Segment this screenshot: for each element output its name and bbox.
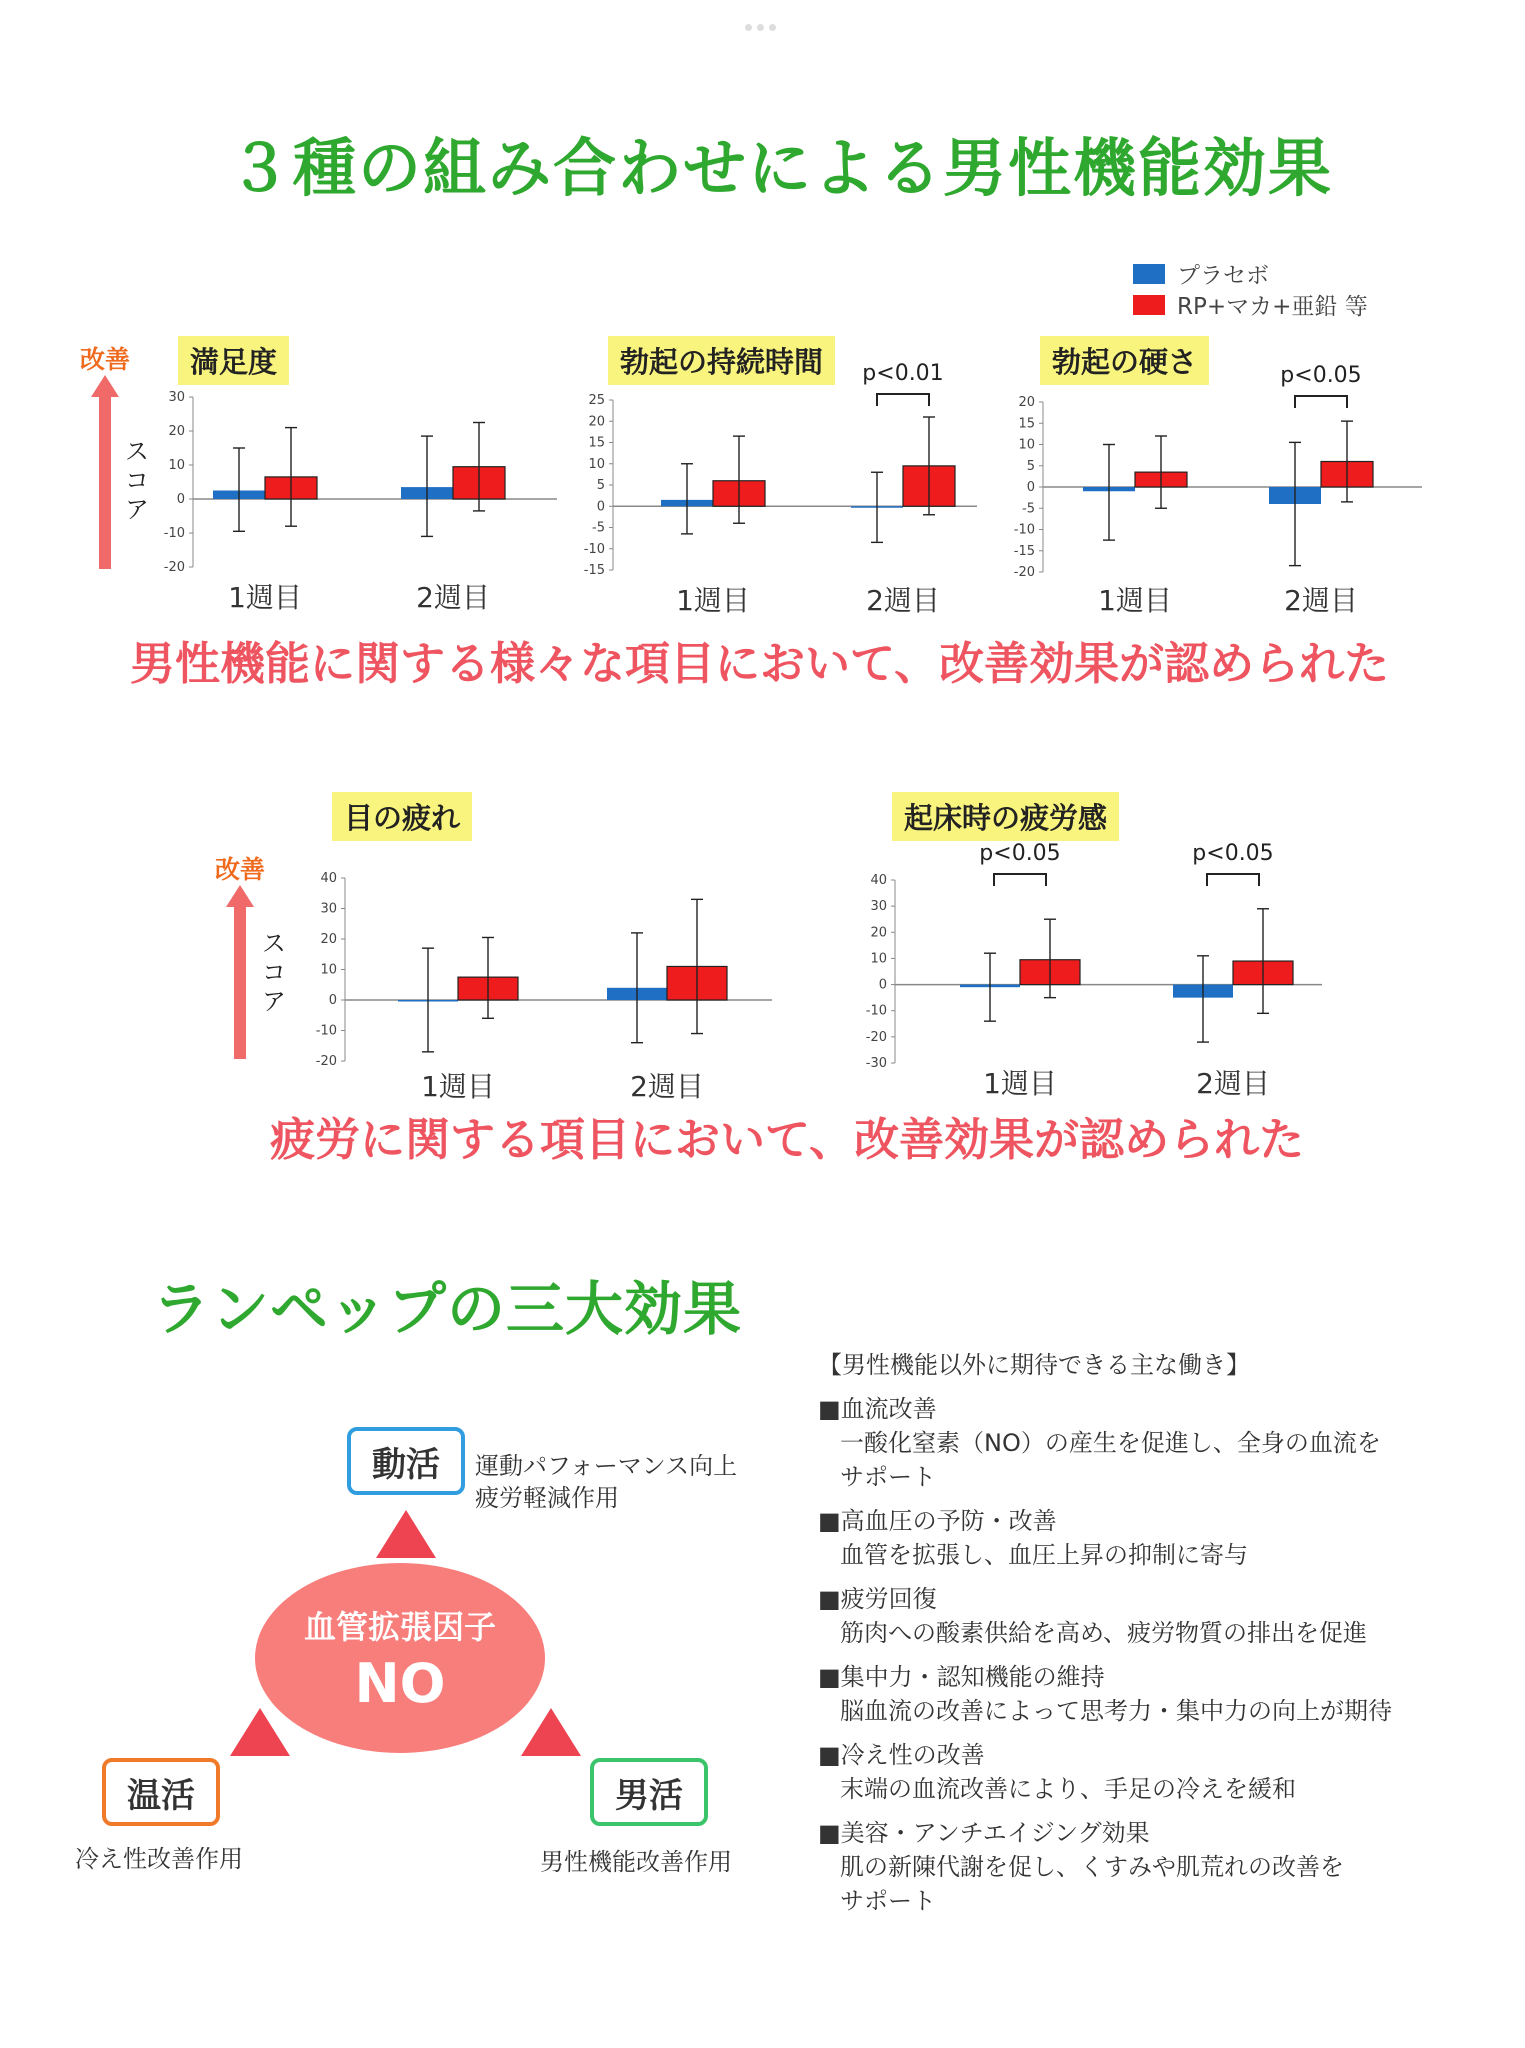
y-tick-label: -10 [865, 1003, 887, 1019]
triangle-left [230, 1708, 290, 1756]
significance-label: p<0.05 [1192, 841, 1274, 866]
significance-bracket [994, 874, 1046, 886]
y-tick-label: 5 [596, 478, 605, 493]
y-tick-label: 15 [1018, 416, 1035, 432]
chart-title-waking-fatigue: 起床時の疲労感 [892, 792, 1119, 841]
legend-label-treatment: RP+マカ+亜鉛 等 [1177, 294, 1368, 320]
y-tick-label: 30 [320, 901, 337, 917]
y-tick-label: -5 [1022, 501, 1035, 517]
y-tick-label: -30 [865, 1056, 887, 1071]
effect-item [818, 1504, 1518, 1572]
effect-title: ■美容・アンチエイジング効果 [818, 1819, 1150, 1847]
y-tick-label: 10 [1018, 437, 1035, 453]
note-onkatsu: 冷え性改善作用 [75, 1845, 243, 1873]
score-label-top: スコア [121, 438, 150, 525]
effect-body: 一酸化窒素（NO）の産生を促進し、全身の血流を [840, 1429, 1381, 1457]
y-tick-label: 40 [870, 873, 887, 888]
significance-bracket [1295, 396, 1347, 408]
no-factor-ellipse [255, 1563, 545, 1753]
y-tick-label: 10 [588, 456, 605, 472]
y-tick-label: 20 [168, 424, 185, 439]
y-tick-label: -5 [592, 520, 605, 536]
y-tick-label: 20 [870, 925, 887, 941]
bar-chart-satisfaction [155, 385, 565, 627]
node-doukatsu: 動活 [347, 1427, 465, 1495]
y-tick-label: 25 [588, 393, 605, 408]
y-tick-label: -10 [583, 541, 605, 557]
significance-bracket [877, 394, 929, 406]
legend-item-treatment [1133, 289, 1368, 320]
effects-header: 【男性機能以外に期待できる主な働き】 [818, 1351, 1250, 1379]
legend-label-placebo: プラセボ [1177, 263, 1269, 289]
y-tick-label: -20 [1013, 565, 1035, 580]
improve-arrow-bottom [225, 885, 255, 1060]
chart-title-hardness: 勃起の硬さ [1040, 336, 1209, 385]
node-dankatsu: 男活 [590, 1758, 708, 1826]
note-dankatsu: 男性機能改善作用 [540, 1848, 732, 1876]
y-tick-label: -10 [163, 526, 185, 541]
effect-item [818, 1738, 1518, 1806]
legend-swatch-treatment [1133, 295, 1165, 315]
bar-chart-eye-fatigue [300, 868, 780, 1116]
note-doukatsu-1: 運動パフォーマンス向上 [475, 1452, 738, 1480]
chart-legend [1133, 258, 1368, 320]
x-category-label: 1週目 [228, 581, 302, 614]
chart-title-satisfaction: 満足度 [178, 336, 289, 385]
main-title: ３種の組み合わせによる男性機能効果 [228, 132, 1333, 205]
y-tick-label: 20 [1018, 395, 1035, 410]
effect-body: サポート [840, 1887, 936, 1915]
y-tick-label: 20 [320, 932, 337, 947]
y-tick-label: -15 [1013, 543, 1035, 559]
note-doukatsu-2: 疲労軽減作用 [475, 1484, 619, 1512]
y-tick-label: -15 [583, 563, 605, 578]
y-tick-label: 30 [168, 390, 185, 405]
effect-body: 末端の血流改善により、手足の冷えを緩和 [840, 1775, 1296, 1803]
y-tick-label: 5 [1026, 458, 1035, 474]
y-tick-label: 20 [588, 414, 605, 430]
chart-title-eye-fatigue: 目の疲れ [332, 792, 472, 841]
significance-label: p<0.05 [979, 841, 1061, 866]
y-tick-label: 0 [878, 977, 887, 993]
triangle-top [376, 1510, 436, 1558]
y-tick-label: 0 [176, 492, 185, 507]
legend-item-placebo [1133, 258, 1368, 289]
effect-body: 脳血流の改善によって思考力・集中力の向上が期待 [840, 1697, 1392, 1725]
effects-list [818, 1348, 1518, 1918]
y-tick-label: 0 [596, 499, 605, 515]
effect-item [818, 1582, 1518, 1650]
legend-swatch-placebo [1133, 264, 1165, 284]
x-category-label: 1週目 [676, 584, 750, 617]
x-category-label: 1週目 [983, 1067, 1057, 1100]
effect-item [818, 1660, 1518, 1728]
headline-male-function: 男性機能に関する様々な項目において、改善効果が認められた [130, 637, 1390, 690]
node-onkatsu: 温活 [102, 1758, 220, 1826]
x-category-label: 2週目 [630, 1070, 704, 1103]
y-tick-label: 30 [870, 899, 887, 915]
significance-label: p<0.01 [862, 361, 944, 386]
x-category-label: 2週目 [1196, 1067, 1270, 1100]
effect-body: サポート [840, 1463, 936, 1491]
effect-body: 血管を拡張し、血圧上昇の抑制に寄与 [840, 1541, 1248, 1569]
significance-label: p<0.05 [1280, 363, 1362, 388]
y-tick-label: 40 [320, 871, 337, 886]
effect-title: ■血流改善 [818, 1395, 937, 1423]
y-tick-label: 15 [588, 435, 605, 451]
score-label-bottom: スコア [258, 930, 287, 1017]
y-tick-label: 10 [320, 962, 337, 978]
y-tick-label: 10 [870, 951, 887, 967]
improve-label-bottom: 改善 [215, 855, 266, 884]
effect-title: ■集中力・認知機能の維持 [818, 1663, 1105, 1691]
effect-item [818, 1392, 1518, 1494]
significance-bracket [1207, 874, 1259, 886]
bar-chart-waking-fatigue [850, 841, 1330, 1113]
x-category-label: 2週目 [1284, 584, 1358, 617]
y-tick-label: -10 [315, 1023, 337, 1039]
x-category-label: 2週目 [866, 584, 940, 617]
effect-body: 筋肉への酸素供給を高め、疲労物質の排出を促進 [840, 1619, 1368, 1647]
ellipse-no: NO [354, 1651, 446, 1715]
y-tick-label: -20 [865, 1029, 887, 1045]
ellipse-label: 血管拡張因子 [303, 1607, 496, 1646]
y-tick-label: 0 [328, 993, 337, 1008]
y-tick-label: -20 [163, 560, 185, 575]
page-indicator [745, 16, 785, 26]
x-category-label: 2週目 [416, 581, 490, 614]
y-tick-label: -20 [315, 1054, 337, 1069]
section-title: ランペップの三大効果 [152, 1275, 743, 1343]
chart-title-duration: 勃起の持続時間 [608, 336, 835, 385]
effect-title: ■疲労回復 [818, 1585, 937, 1613]
effect-title: ■高血圧の予防・改善 [818, 1507, 1057, 1535]
effect-title: ■冷え性の改善 [818, 1741, 985, 1769]
x-category-label: 1週目 [421, 1070, 495, 1103]
effect-item [818, 1816, 1518, 1918]
headline-fatigue: 疲労に関する項目において、改善効果が認められた [270, 1113, 1305, 1166]
improve-arrow-top [90, 375, 120, 570]
triangle-right [521, 1708, 581, 1756]
y-tick-label: -10 [1013, 522, 1035, 538]
bar-chart-hardness [1005, 363, 1430, 630]
x-category-label: 1週目 [1098, 584, 1172, 617]
effect-body: 肌の新陳代謝を促し、くすみや肌荒れの改善を [840, 1853, 1344, 1881]
improve-label-top: 改善 [80, 345, 131, 374]
y-tick-label: 10 [168, 458, 185, 473]
y-tick-label: 0 [1026, 480, 1035, 495]
